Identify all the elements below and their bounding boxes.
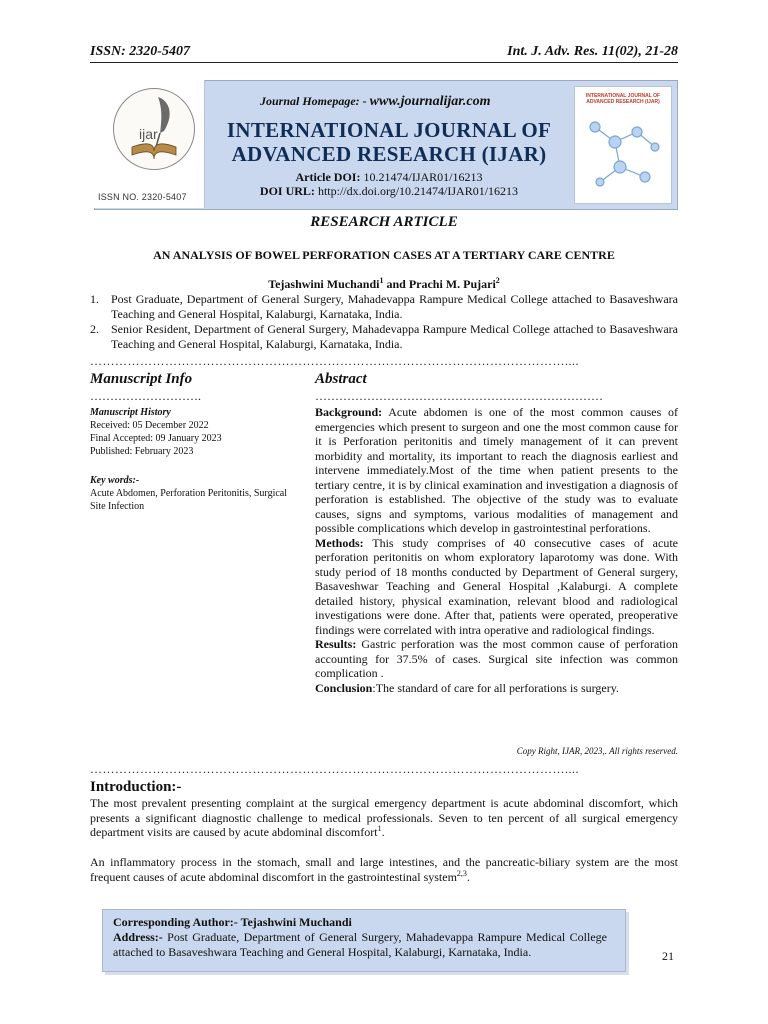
received-date: Received: 05 December 2022	[90, 420, 209, 431]
author-1-affil: 1	[379, 276, 384, 285]
citation-2: 2,3	[456, 868, 467, 878]
journal-cover-thumbnail	[574, 86, 672, 204]
intro-p1-end: .	[381, 825, 385, 839]
author-2-affil: 2	[495, 276, 500, 285]
corresponding-address	[113, 930, 607, 960]
logo-wordmark: ijar	[139, 126, 158, 142]
doi-label: Article DOI:	[295, 170, 361, 184]
citation-1: 1	[377, 824, 382, 833]
manuscript-info-heading: Manuscript Info	[90, 371, 193, 387]
history-label: Manuscript History	[90, 407, 171, 418]
paper-title: AN ANALYSIS OF BOWEL PERFORATION CASES AT A TERTIARY CARE CENTRE	[153, 248, 615, 262]
running-header	[90, 44, 678, 64]
affiliation-number: 1.	[90, 292, 99, 306]
introduction-heading: Introduction:-	[90, 779, 182, 795]
journal-issn: ISSN: 2320-5407	[90, 44, 190, 59]
conclusion-label: Conclusion	[315, 680, 373, 695]
logo-issn: ISSN NO. 2320-5407	[98, 192, 187, 202]
conclusion-text: :The standard of care for all perforations is surgery.	[372, 680, 619, 695]
intro-p2-text: An inflammatory process in the stomach, small and large intestines, and the pancreatic-biliary system are the most frequent causes of acute abdominal discomfort in the gastrointestinal system	[90, 855, 678, 884]
doi-url-label: DOI URL:	[259, 184, 315, 198]
journal-title-line1: INTERNATIONAL JOURNAL OF	[226, 118, 552, 142]
doi-value: 10.21474/IJAR01/16213	[363, 170, 483, 184]
author-list	[90, 277, 678, 292]
journal-citation: Int. J. Adv. Res. 11(02), 21-28	[507, 44, 678, 59]
affiliation-text: Post Graduate, Department of General Surgery, Mahadevappa Rampure Medical College attached to Basaveshwara Teaching and General Hospital, Kalaburgi, Karnataka, India.	[111, 292, 678, 321]
article-doi	[204, 170, 574, 185]
homepage-label: Journal Homepage: -	[260, 94, 367, 108]
author-separator: and	[383, 277, 409, 291]
manuscript-history	[90, 406, 290, 458]
abstract-results	[315, 637, 678, 681]
keywords-list: Acute Abdomen, Perforation Peritonitis, Surgical Site Infection	[90, 488, 288, 512]
corresponding-author: Corresponding Author:- Tejashwini Muchandi	[113, 915, 352, 929]
affiliation-2	[90, 322, 678, 352]
keywords-label: Key words:-	[90, 475, 140, 486]
article-type: RESEARCH ARTICLE	[310, 214, 458, 230]
accepted-date: Final Accepted: 09 January 2023	[90, 433, 222, 444]
intro-p2-end: .	[466, 869, 470, 884]
molecule-image	[575, 87, 671, 203]
header-rule	[90, 62, 678, 63]
section-divider: ……………………………………………………………………………………………………....	[90, 762, 579, 776]
logo-circle	[113, 88, 195, 170]
methods-text: This study comprises of 40 consecutive cases of acute perforation peritonitis on whom exploratory laparotomy was done. With study period of 18 months conducted by Department of General surgery, Basaveshwar Teaching and General Hospital ,Kalaburgi. A complete detailed history, physical examination, relevant blood and radiological investigations were done. After that, patients were operated, preoperative findings were correlated with intra operative and radiological findings.	[315, 535, 678, 637]
results-text: Gastric perforation was the most common cause of perforation accounting for 37.5% of cases. Surgical site infection was common complication .	[315, 637, 678, 680]
copyright: Copy Right, IJAR, 2023,. All rights reserved.	[516, 746, 678, 756]
background-text: Acute abdomen is one of the most common causes of emergencies which present to surgeon and one the most common cause for it is Perforation peritonitis and timely management of it can prevent morbidity and mortality, its important to reach the diagnosis earliest and intervene immediately.Most of the time when patient presents to the tertiary centre, it is by clinical examination and investigation a diagnosis of perforation is established. The objective of the study was to evaluate causes, signs and symptoms, various modalities of management and possible complications which develop in gastrointestinal perforations.	[315, 405, 678, 535]
background-label: Background:	[315, 405, 383, 419]
methods-label: Methods:	[315, 535, 364, 550]
manuscript-divider: ……………………….	[90, 389, 201, 403]
journal-homepage	[260, 94, 491, 110]
intro-paragraph-1	[90, 796, 678, 840]
journal-logo	[94, 80, 205, 208]
keywords	[90, 474, 290, 513]
abstract-conclusion	[315, 681, 678, 696]
author-2: Prachi M. Pujari	[408, 277, 496, 291]
affiliation-number: 2.	[90, 322, 99, 336]
abstract-methods	[315, 536, 678, 638]
journal-title	[204, 118, 574, 166]
address-label: Address:-	[113, 930, 163, 944]
author-1: Tejashwini Muchandi	[268, 277, 380, 291]
abstract-body	[315, 405, 678, 695]
cover-title: INTERNATIONAL JOURNAL OF ADVANCED RESEARCH (IJAR)	[585, 93, 661, 105]
section-divider: ……………………………………………………………………………………………………....	[90, 354, 579, 368]
intro-paragraph-2	[90, 855, 678, 884]
published-date: Published: February 2023	[90, 446, 194, 457]
affiliation-text: Senior Resident, Department of General Surgery, Mahadevappa Rampure Medical College attached to Basaveshwara Teaching and General Hospital, Kalaburgi, Karnataka, India.	[111, 322, 678, 351]
affiliation-1	[90, 292, 678, 322]
doi-url-link[interactable]: http://dx.doi.org/10.21474/IJAR01/16213	[317, 184, 519, 198]
results-label: Results:	[315, 637, 357, 651]
homepage-link[interactable]: www.journalijar.com	[369, 94, 491, 109]
corresponding-author-box	[102, 909, 626, 972]
address-text: Post Graduate, Department of General Surgery, Mahadevappa Rampure Medical College attached to Basaveshwara Teaching and General Hospital, Kalaburgi, Karnataka, India.	[113, 930, 607, 959]
doi-url	[204, 184, 574, 199]
journal-title-line2: ADVANCED RESEARCH (IJAR)	[231, 142, 547, 166]
abstract-background	[315, 405, 678, 536]
abstract-divider: ………………………………………………………………	[315, 389, 603, 403]
abstract-heading: Abstract	[315, 371, 367, 387]
intro-p1-text: The most prevalent presenting complaint at the surgical emergency department is acute abdominal discomfort, which presents a significant diagnostic challenge to medical professionals. Seven to ten percent of all surgical emergency department visits are caused by acute abdominal discomfort	[90, 796, 678, 839]
page-number: 21	[662, 949, 674, 963]
